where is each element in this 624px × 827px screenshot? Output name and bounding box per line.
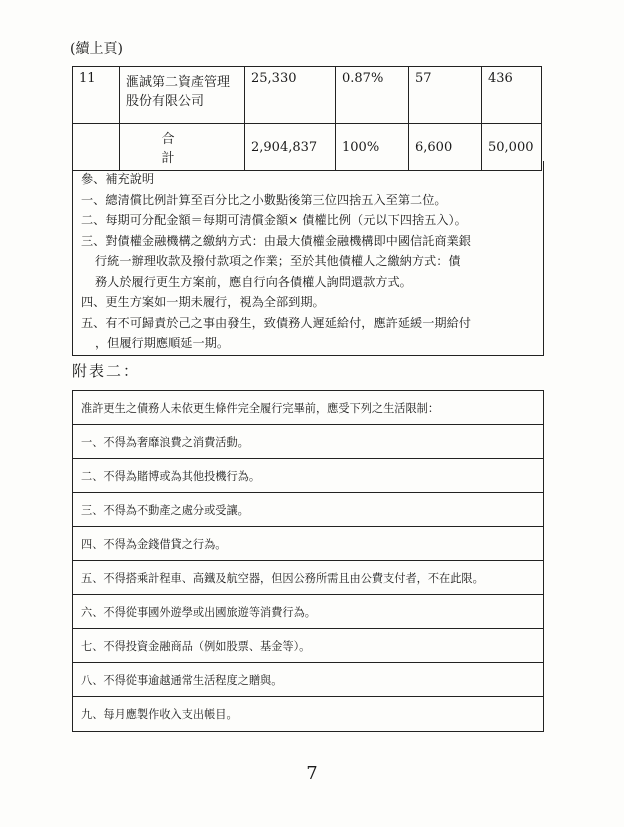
table-row: 一、不得為奢靡浪費之消費活動。 [73,425,543,459]
note-line: 務人於履行更生方案前，應自行向各債權人詢問還款方式。 [95,274,412,289]
cell-no: 11 [73,67,120,124]
note-line: 行統一辦理收款及撥付款項之作業；至於其他債權人之繳納方式：債 [95,254,461,268]
table-row: 四、不得為金錢借貸之行為。 [73,527,543,561]
supplementary-notes [72,161,544,356]
cell-monthly: 57 [409,67,482,124]
sum-amount: 2,904,837 [245,124,336,171]
note-line: 一、總清償比例計算至百分比之小數點後第三位四捨五入至第二位。 [81,192,447,207]
table-row [73,67,542,124]
table-row: 五、不得搭乘計程車、高鐵及航空器，但因公務所需且由公費支付者，不在此限。 [73,561,543,595]
sum-monthly: 6,600 [409,124,482,171]
note-line: 四、更生方案如一期未履行，視為全部到期。 [81,295,325,309]
table-row: 三、不得為不動產之處分或受讓。 [73,493,543,527]
note-line: 三、對債權金融機構之繳納方式：由最大債權金融機構即中國信託商業銀 [81,233,471,248]
table-row: 九、每月應製作收入支出帳目。 [81,708,238,721]
annex-title: 附表二： [72,362,141,380]
sum-total: 50,000 [482,124,542,171]
cell-amount: 25,330 [245,67,336,124]
living-restrictions-table [72,390,544,732]
notes-heading: 參、補充說明 [81,172,155,186]
sum-label: 合 計 [120,124,245,171]
creditor-table [72,66,542,171]
cell-creditor-name: 滙誠第二資產管理股份有限公司 [120,67,245,124]
sum-ratio: 100% [336,124,409,171]
table-row: 七、不得投資金融商品（例如股票、基金等）。 [73,629,543,663]
note-line: 二、每期可分配金額＝每期可清償金額× 債權比例（元以下四捨五入）。 [81,213,467,227]
table-row: 六、不得從事國外遊學或出國旅遊等消費行為。 [73,595,543,629]
table-row: 二、不得為賭博或為其他投機行為。 [73,459,543,493]
cell-total: 436 [482,67,542,124]
table-row: 准許更生之債務人未依更生條件完全履行完畢前，應受下列之生活限制： [73,391,543,425]
continued-label: (續上頁) [70,41,123,57]
cell-ratio: 0.87% [336,67,409,124]
page-number: 7 [306,763,318,784]
table-row: 八、不得從事逾越通常生活程度之贈與。 [73,663,543,697]
note-line: ，但履行期應順延一期。 [95,336,230,350]
note-line: 五、有不可歸責於己之事由發生，致債務人遲延給付，應許延緩一期給付 [81,315,471,330]
